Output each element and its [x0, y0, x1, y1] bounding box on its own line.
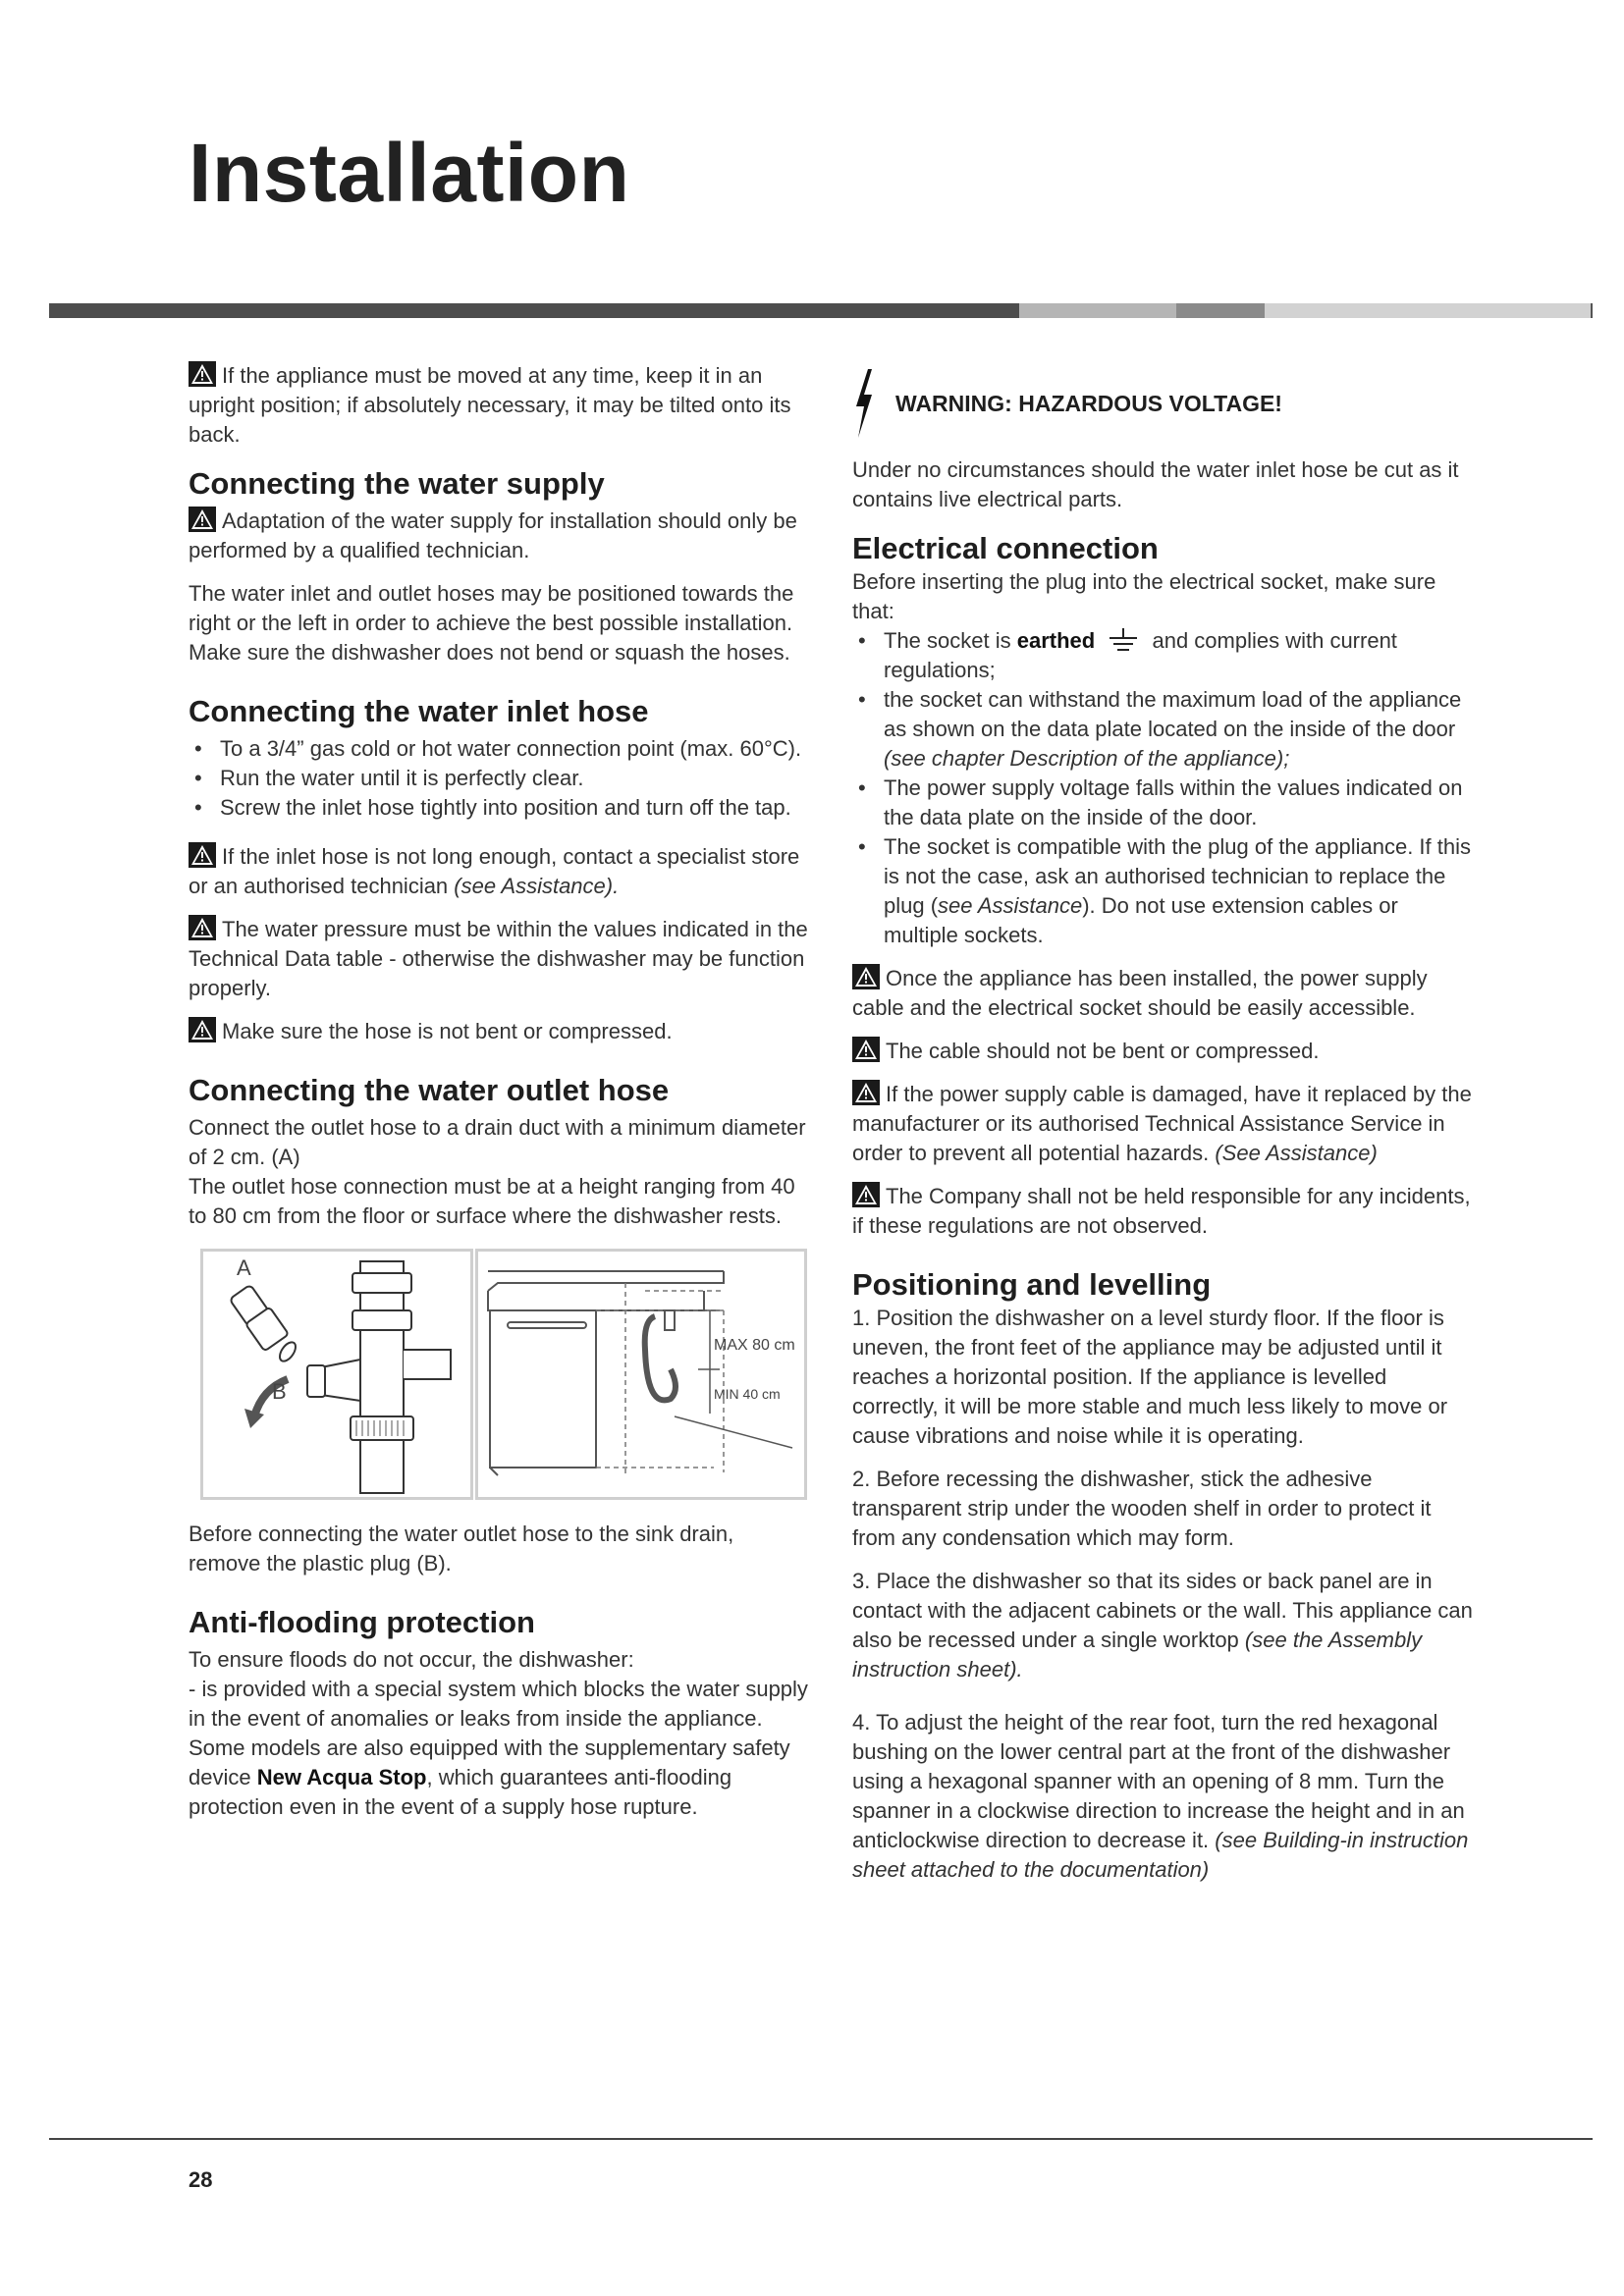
water-supply-warning-text: Adaptation of the water supply for installation should only be performed by a qualified technician.	[189, 508, 797, 562]
list-item: • The power supply voltage falls within the values indicated on the data plate on the inside of the door.	[852, 774, 1475, 832]
heading-positioning: Positioning and levelling	[852, 1267, 1212, 1302]
list-item	[852, 685, 1475, 774]
intro-warning-text: If the appliance must be moved at any time, keep it in an upright position; if absolutely necessary, it may be tilted onto its back.	[189, 363, 791, 447]
electrical-warning-3	[852, 1080, 1475, 1168]
positioning-p4-ref: (see Building-in instruction sheet attached to the documentation)	[852, 1828, 1469, 1882]
electrical-warning-2-text: The cable should not be bent or compressed.	[886, 1039, 1320, 1063]
electrical-item2: the socket can withstand the maximum load of the appliance as shown on the data plate located on the inside of the door	[884, 687, 1462, 741]
anti-flooding-p3-start: Some models are also equipped with the supplementary safety device	[189, 1735, 790, 1789]
warning-icon	[852, 964, 880, 989]
outlet-hose-p1: Connect the outlet hose to a drain duct with a minimum diameter of 2 cm. (A)	[189, 1115, 806, 1169]
see-assistance-ref: (see Assistance).	[454, 874, 620, 898]
electrical-warning-3-text: If the power supply cable is damaged, have it replaced by the manufacturer or its authorised Technical Assistance Service in order to prevent all potential hazards.	[852, 1082, 1472, 1165]
earth-ground-icon	[1107, 628, 1140, 654]
intro-warning	[189, 361, 809, 450]
dishwasher-height-illustration	[475, 1249, 807, 1500]
heading-outlet-hose: Connecting the water outlet hose	[189, 1073, 670, 1107]
electrical-item4-start: The socket is compatible with the plug of the appliance. If this is not the case, ask an authorised technician to replace the plug (	[884, 834, 1471, 918]
header-bar-mid	[1176, 303, 1265, 318]
warning-icon	[852, 1037, 880, 1062]
hazardous-voltage-text: Under no circumstances should the water inlet hose be cut as it contains live electrical parts.	[852, 457, 1459, 511]
electrical-item1-bold: earthed	[1016, 628, 1096, 653]
electrical-warning-1	[852, 964, 1475, 1023]
positioning-p4	[852, 1708, 1475, 1885]
figure-min-label: MIN 40 cm	[714, 1386, 781, 1402]
figure-label-b: B	[272, 1379, 287, 1404]
inlet-hose-warning-2	[189, 915, 809, 1003]
warning-icon	[189, 1017, 216, 1042]
header-bar-dark	[49, 303, 1019, 318]
inlet-hose-warning-3-text: Make sure the hose is not bent or compressed.	[222, 1019, 673, 1043]
warning-icon	[852, 1182, 880, 1207]
water-supply-warning	[189, 507, 809, 565]
inlet-hose-warning-1	[189, 842, 809, 901]
hazardous-voltage-warning	[852, 369, 1475, 438]
header-bar-pale	[1265, 303, 1591, 318]
list-item	[852, 832, 1475, 950]
list-item: • Run the water until it is perfectly clear.	[189, 764, 809, 793]
positioning-p4-text: 4. To adjust the height of the rear foot, turn the red hexagonal bushing on the lower central part at the front of the dishwasher using a hexagonal spanner with an opening of 8 mm. Turn the spanner in a clockwise direction to increase the height and in an anticlockwise direction to decrease it.	[852, 1710, 1465, 1852]
electrical-item4-end: ). Do not use extension cables or multiple sockets.	[884, 893, 1398, 947]
figure-max-label: MAX 80 cm	[714, 1337, 795, 1354]
warning-icon	[189, 842, 216, 868]
electrical-warning-1-text: Once the appliance has been installed, the power supply cable and the electrical socket should be easily accessible.	[852, 966, 1428, 1020]
inlet-hose-list	[189, 734, 809, 823]
heading-water-supply: Connecting the water supply	[189, 466, 605, 501]
positioning-p3	[852, 1567, 1475, 1684]
inlet-hose-warning-3	[189, 1017, 809, 1046]
electrical-item1-start: The socket is	[884, 628, 1011, 653]
outlet-hose-figure	[189, 1249, 807, 1494]
outlet-hose-p3: Before connecting the water outlet hose to the sink drain, remove the plastic plug (B).	[189, 1522, 734, 1575]
positioning-p3-ref: (see the Assembly instruction sheet).	[852, 1628, 1423, 1682]
outlet-hose-p2: The outlet hose connection must be at a height ranging from 40 to 80 cm from the floor or surface where the dishwasher rests.	[189, 1174, 795, 1228]
heading-electrical-connection: Electrical connection	[852, 531, 1159, 565]
list-item: • To a 3/4” gas cold or hot water connection point (max. 60°C).	[189, 734, 809, 764]
electrical-item1-end: and complies with current regulations;	[884, 628, 1397, 682]
inlet-hose-warning-2-text: The water pressure must be within the values indicated in the Technical Data table - otherwise the dishwasher may be function properly.	[189, 917, 808, 1000]
anti-flooding-p3	[189, 1734, 809, 1822]
positioning-p3-text: 3. Place the dishwasher so that its sides or back panel are in contact with the adjacent cabinets or the wall. This appliance can also be recessed under a single worktop	[852, 1569, 1473, 1652]
anti-flooding-p2: - is provided with a special system which blocks the water supply in the event of anomalies or leaks from inside the appliance.	[189, 1677, 808, 1731]
positioning-p2: 2. Before recessing the dishwasher, stick the adhesive transparent strip under the wooden shelf in order to protect it from any condensation which may form.	[852, 1467, 1432, 1550]
electrical-warning-4-text: The Company shall not be held responsible for any incidents, if these regulations are not observed.	[852, 1184, 1471, 1238]
drain-pipe-illustration	[200, 1249, 473, 1500]
anti-flooding-p3-end: , which guarantees anti-flooding protection even in the event of a supply hose rupture.	[189, 1765, 732, 1819]
right-column	[852, 369, 1475, 1898]
electrical-item4-ref: see Assistance	[938, 893, 1083, 918]
figure-label-a: A	[237, 1255, 251, 1280]
warning-icon	[189, 361, 216, 387]
positioning-p1: 1. Position the dishwasher on a level sturdy floor. If the floor is uneven, the front feet of the appliance may be adjusted until it reaches a horizontal position. If the appliance is levelled correctly, it will be more stable and much less likely to move or cause vibrations and noise while it is operating.	[852, 1306, 1448, 1448]
warning-icon	[852, 1080, 880, 1105]
water-supply-p2: Make sure the dishwasher does not bend or squash the hoses.	[189, 640, 790, 665]
list-item: • Screw the inlet hose tightly into position and turn off the tap.	[189, 793, 809, 823]
warning-icon	[189, 915, 216, 940]
heading-inlet-hose: Connecting the water inlet hose	[189, 694, 649, 728]
left-column	[189, 361, 809, 1822]
header-bar-light	[1019, 303, 1176, 318]
dishwasher-drawing	[478, 1252, 804, 1497]
electrical-intro: Before inserting the plug into the electrical socket, make sure that:	[852, 569, 1436, 623]
heading-anti-flooding: Anti-flooding protection	[189, 1605, 535, 1639]
inlet-hose-warning-1-text: If the inlet hose is not long enough, contact a specialist store or an authorised technician	[189, 844, 800, 898]
page-number: 28	[189, 2167, 213, 2192]
header-bar-end-tick	[1591, 303, 1593, 318]
drain-pipe-drawing	[203, 1252, 470, 1497]
electrical-warning-3-ref: (See Assistance)	[1215, 1141, 1378, 1165]
electrical-warning-2	[852, 1037, 1475, 1066]
list-item	[852, 626, 1475, 685]
anti-flooding-p1: To ensure floods do not occur, the dishwasher:	[189, 1647, 634, 1672]
warning-icon	[189, 507, 216, 532]
new-acqua-stop: New Acqua Stop	[256, 1765, 427, 1789]
electrical-list	[852, 626, 1475, 950]
footer-rule	[49, 2138, 1593, 2140]
hazardous-voltage-title: WARNING: HAZARDOUS VOLTAGE!	[895, 391, 1282, 416]
electrical-warning-4	[852, 1182, 1475, 1241]
lightning-bolt-icon	[852, 369, 874, 438]
page-title: Installation	[189, 127, 630, 219]
water-supply-p1: The water inlet and outlet hoses may be positioned towards the right or the left in order to achieve the best possible installation.	[189, 581, 794, 635]
electrical-item2-ref: (see chapter Description of the appliance);	[884, 746, 1290, 771]
